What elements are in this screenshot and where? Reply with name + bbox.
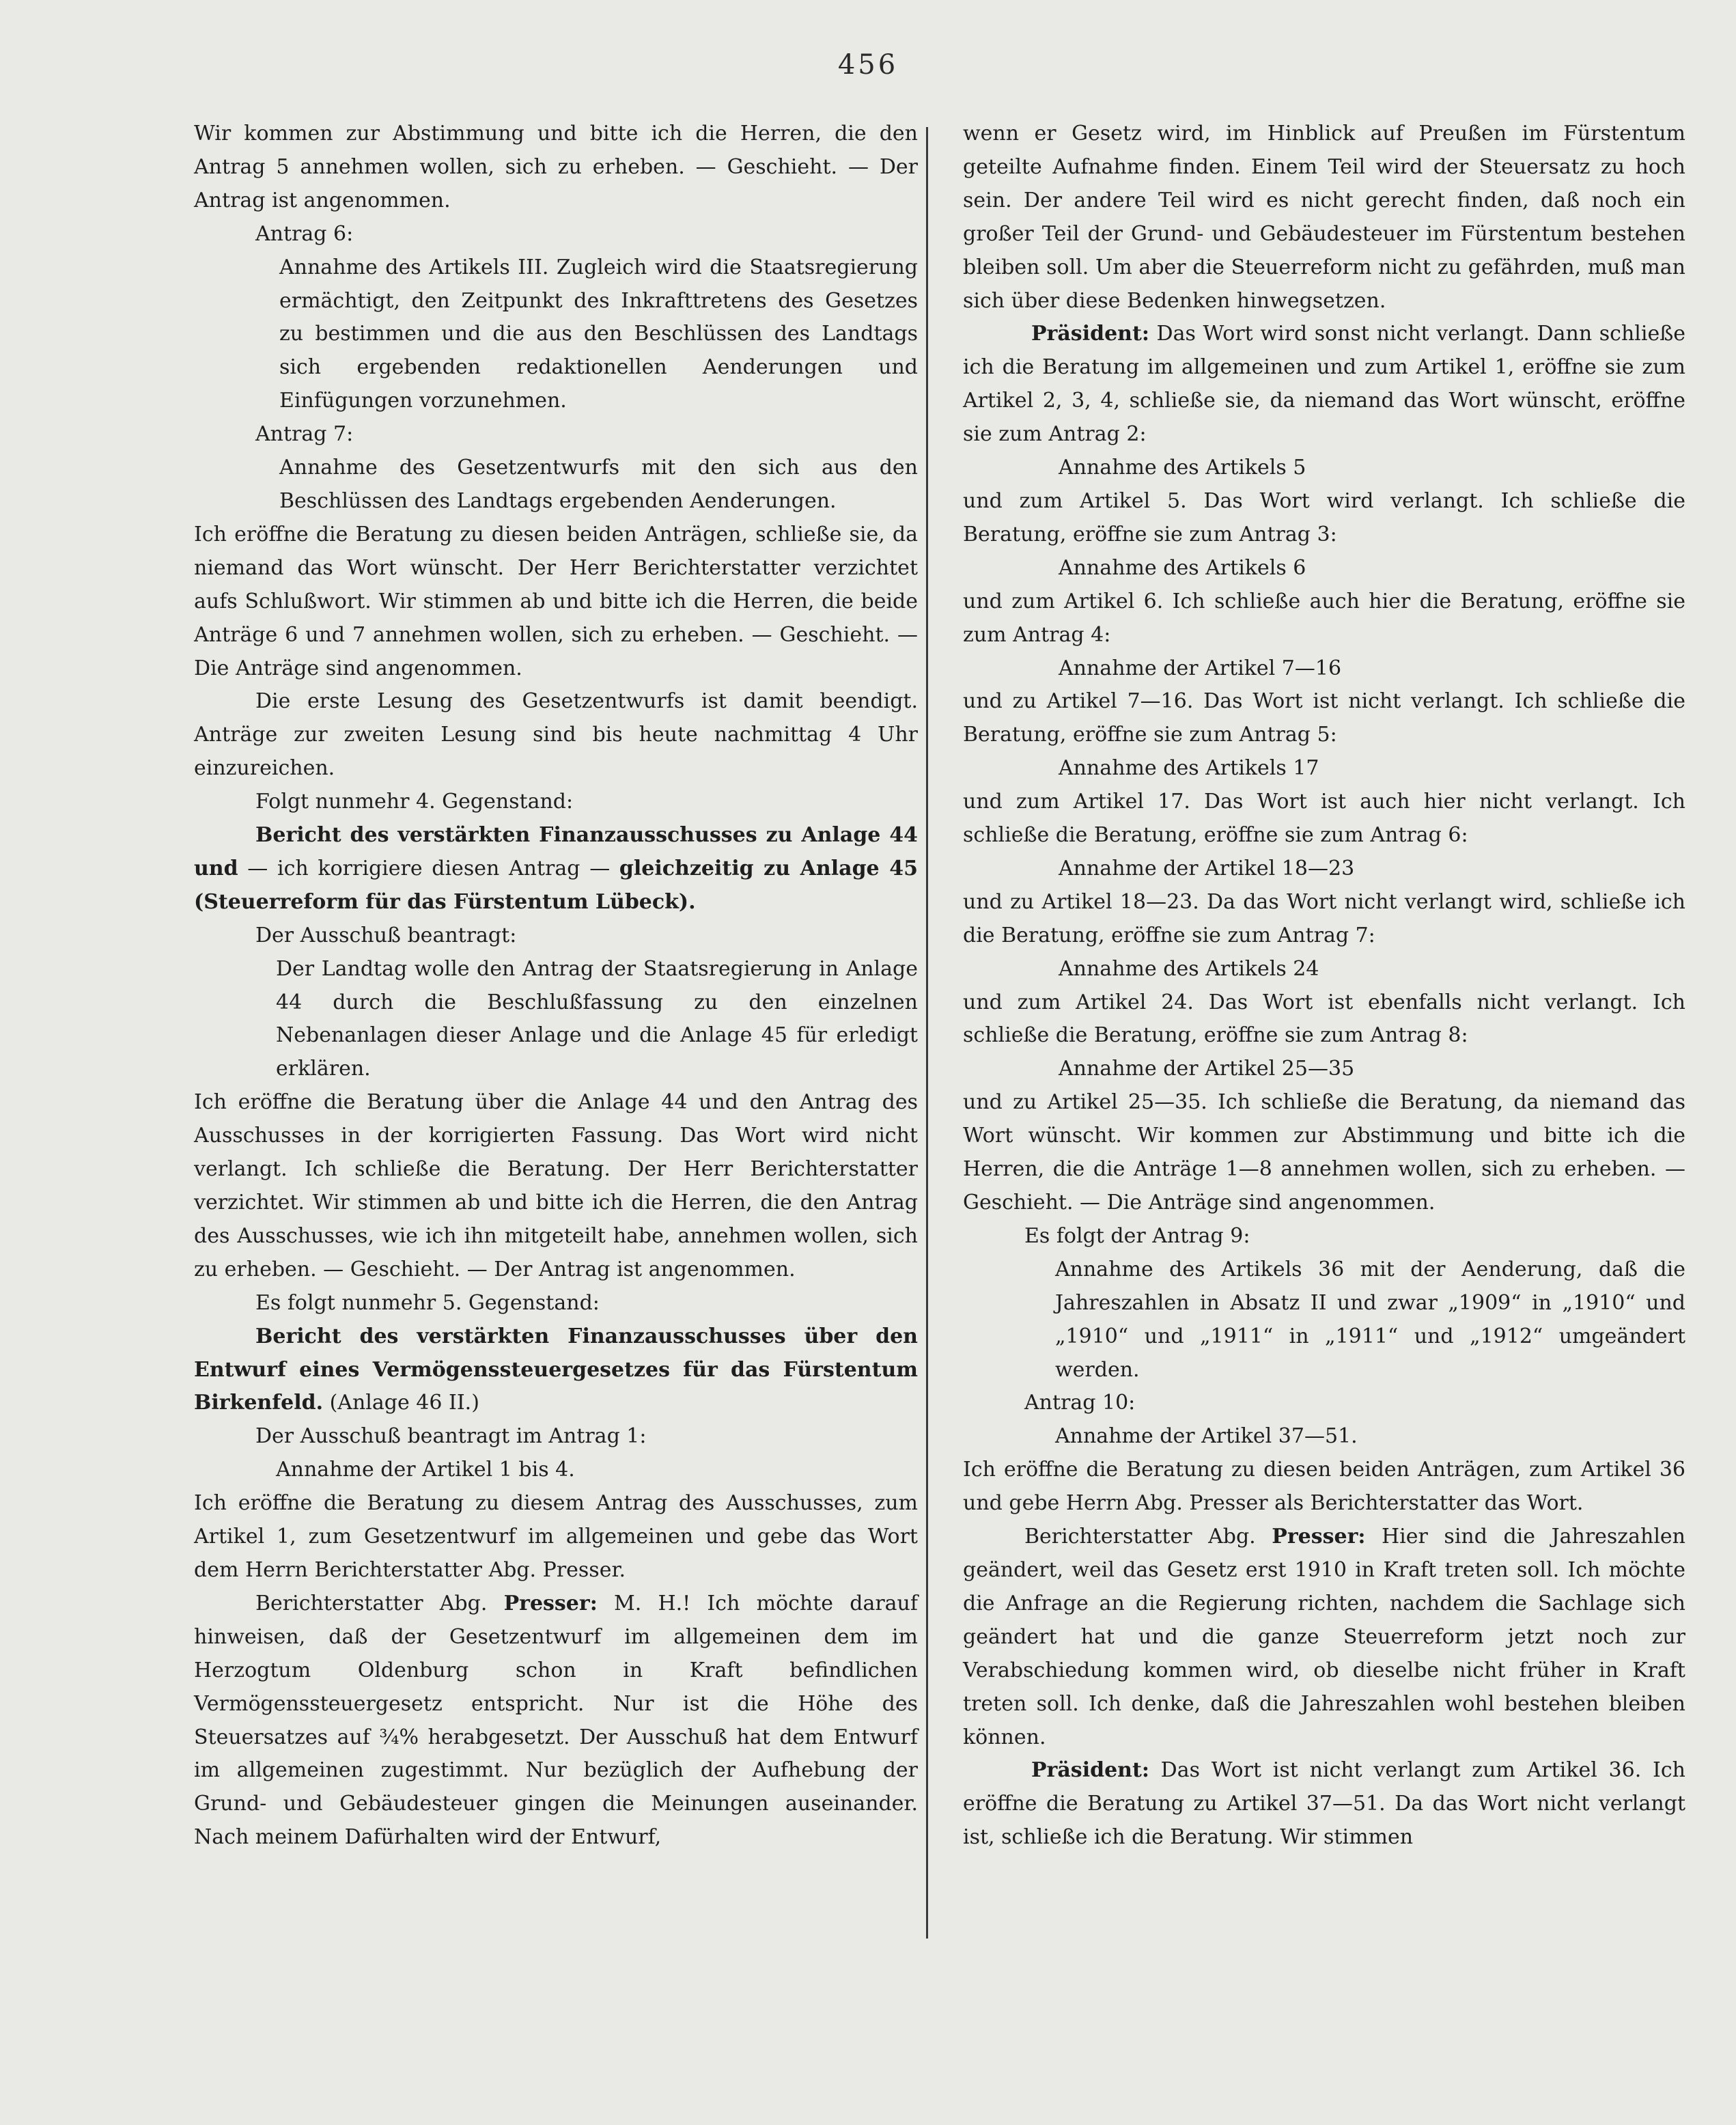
speaker-role: Berichterstatter Abg. (255, 1591, 504, 1615)
report-title-inline: — ich korrigiere diesen Antrag — (238, 856, 619, 880)
speaker-name: Presser: (1272, 1525, 1366, 1549)
motion-text: Annahme der Artikel 1 bis 4. (276, 1458, 575, 1482)
right-column (963, 117, 1685, 1855)
report-title (194, 819, 918, 919)
motion-heading: Es folgt der Antrag 9: (1024, 1223, 1250, 1248)
paragraph: und zu Artikel 7—16. Das Wort ist nicht verlangt. Ich schließe die Beratung, eröffne sie zum Antrag 5: (963, 689, 1685, 747)
paragraph: wenn er Gesetz wird, im Hinblick auf Preußen im Fürstentum geteilte Aufnahme finden. Einem Teil wird der Steuersatz zu hoch sein. Der andere Teil wird es nicht gerecht finden, daß noch ein großer Teil der Grund- und Gebäudesteuer im Fürstentum bestehen bleiben soll. Um aber die Steuerreform nicht zu gefährden, muß man sich über diese Bedenken hinwegsetzen. (963, 122, 1685, 313)
agenda-item: Es folgt nunmehr 5. Gegenstand: (255, 1290, 600, 1315)
paragraph: Wir kommen zur Abstimmung und bitte ich die Herren, die den Antrag 5 annehmen wollen, sich zu erheben. — Geschieht. — Der Antrag ist angenommen. (194, 122, 918, 212)
report-title-bold: Bericht des verstärkten Finanzausschusses zu Anlage 44 und (194, 823, 918, 880)
speech (963, 1520, 1685, 1754)
motion-text: Der Landtag wolle den Antrag der Staatsregierung in Anlage 44 durch die Beschlußfassung zu den einzelnen Nebenanlagen dieser Anlage und die Anlage 45 für erledigt erklären. (276, 956, 918, 1081)
paragraph: Ich eröffne die Beratung zu diesen beiden Anträgen, schließe sie, da niemand das Wort wünscht. Der Herr Berichterstatter verzichtet aufs Schlußwort. Wir stimmen ab und bitte ich die Herren, die beide Anträge 6 und 7 annehmen wollen, sich zu erheben. — Geschieht. — Die Anträge sind angenommen. (194, 522, 918, 680)
report-title-bold: Bericht des verstärkten Finanzausschusses über den Entwurf eines Vermögenssteuergesetzes für das Fürstentum Birkenfeld. (194, 1324, 918, 1415)
speech (194, 1587, 918, 1855)
speech-text: M. H.! Ich möchte darauf hinweisen, daß der Gesetzentwurf im allgemeinen dem im Herzogtum Oldenburg schon in Kraft befindlichen Vermögenssteuergesetz entspricht. Nur ist die Höhe des Steuersatzes auf ¾% herabgesetzt. Der Ausschuß hat dem Entwurf im allgemeinen zugestimmt. Nur bezüglich der Aufhebung der Grund- und Gebäudesteuer gingen die Meinungen auseinander. Nach meinem Dafürhalten wird der Entwurf, (194, 1591, 918, 1850)
motion-text: Annahme der Artikel 18—23 (1059, 856, 1355, 880)
speech-text: Hier sind die Jahreszahlen geändert, weil das Gesetz erst 1910 in Kraft treten soll. Ich möchte die Anfrage an die Regierung richten, nachdem die Sachlage sich geändert hat und die ganze Steuerreform jetzt noch zur Verabschiedung kommen wird, ob dieselbe nicht früher in Kraft treten soll. Ich denke, daß die Jahreszahlen wohl bestehen bleiben können. (963, 1525, 1685, 1749)
motion-heading: Antrag 7: (255, 422, 354, 447)
speaker-name: Präsident: (1031, 1758, 1149, 1783)
paragraph: und zu Artikel 25—35. Ich schließe die Beratung, da niemand das Wort wünscht. Wir kommen zur Abstimmung und bitte ich die Herren, die die Anträge 1—8 annehmen wollen, sich zu erheben. — Geschieht. — Die Anträge sind angenommen. (963, 1090, 1685, 1214)
paragraph: Der Ausschuß beantragt: (255, 923, 517, 947)
motion-text: Annahme des Artikels 5 (1059, 456, 1306, 480)
speech-text: Das Wort ist nicht verlangt zum Artikel 36. Ich eröffne die Beratung zu Artikel 37—51. Da das Wort nicht verlangt ist, schließe ich die Beratung. Wir stimmen (963, 1758, 1685, 1850)
paragraph: Die erste Lesung des Gesetzentwurfs ist damit beendigt. Anträge zur zweiten Lesung sind bis heute nachmittag 4 Uhr einzureichen. (194, 689, 918, 781)
motion-text: Annahme des Artikels III. Zugleich wird die Staatsregierung ermächtigt, den Zeitpunkt des Inkrafttretens des Gesetzes zu bestimmen und die aus den Beschlüssen des Landtags sich ergebenden redaktionellen Aenderungen und Einfügungen vorzunehmen. (279, 255, 918, 413)
paragraph: Ich eröffne die Beratung zu diesen beiden Anträgen, zum Artikel 36 und gebe Herrn Abg. Presser als Berichterstatter das Wort. (963, 1458, 1685, 1516)
page-number: 456 (837, 49, 899, 81)
paragraph: Ich eröffne die Beratung über die Anlage 44 und den Antrag des Ausschusses in der korrigierten Fassung. Das Wort wird nicht verlangt. Ich schließe die Beratung. Der Herr Berichterstatter verzichtet. Wir stimmen ab und bitte ich die Herren, die den Antrag des Ausschusses, wie ich ihn mitgeteilt habe, annehmen wollen, sich zu erheben. — Geschieht. — Der Antrag ist angenommen. (194, 1090, 918, 1281)
speaker-name: Präsident: (1031, 322, 1149, 346)
speech-text: Das Wort wird sonst nicht verlangt. Dann schließe ich die Beratung im allgemeinen und zum Artikel 1, eröffne sie zum Artikel 2, 3, 4, schließe sie, da niemand das Wort wünscht, eröffne sie zum Antrag 2: (963, 322, 1685, 447)
motion-text: Annahme des Artikels 17 (1059, 756, 1319, 781)
paragraph: und zum Artikel 17. Das Wort ist auch hier nicht verlangt. Ich schließe die Beratung, eröffne sie zum Antrag 6: (963, 790, 1685, 848)
motion-text: Annahme des Gesetzentwurfs mit den sich aus den Beschlüssen des Landtags ergebenden Aenderungen. (279, 456, 918, 513)
paragraph: und zu Artikel 18—23. Da das Wort nicht verlangt wird, schließe ich die Beratung, eröffne sie zum Antrag 7: (963, 889, 1685, 947)
column-divider (926, 127, 928, 1939)
speaker-name: Presser: (503, 1591, 598, 1615)
motion-heading: Antrag 10: (1024, 1391, 1136, 1415)
motion-heading: Antrag 6: (255, 221, 354, 246)
motion-text: Annahme des Artikels 6 (1059, 555, 1306, 580)
paragraph: Der Ausschuß beantragt im Antrag 1: (255, 1424, 647, 1449)
left-column (194, 117, 918, 1855)
report-title-inline: (Anlage 46 II.) (323, 1391, 479, 1415)
speaker-role: Berichterstatter Abg. (1024, 1525, 1272, 1549)
agenda-item: Folgt nunmehr 4. Gegenstand: (255, 790, 574, 814)
paragraph: und zum Artikel 5. Das Wort wird verlangt. Ich schließe die Beratung, eröffne sie zum Antrag 3: (963, 488, 1685, 546)
speech (963, 318, 1685, 452)
motion-text: Annahme des Artikels 36 mit der Aenderung, daß die Jahreszahlen in Absatz II und zwar „1909“ in „1910“ und „1910“ und „1911“ in „1911“ und „1912“ umgeändert werden. (1055, 1257, 1685, 1382)
paragraph: und zum Artikel 24. Das Wort ist ebenfalls nicht verlangt. Ich schließe die Beratung, eröffne sie zum Antrag 8: (963, 990, 1685, 1048)
motion-text: Annahme der Artikel 25—35 (1059, 1057, 1355, 1081)
report-title (194, 1320, 918, 1421)
motion-text: Annahme der Artikel 7—16 (1059, 656, 1342, 680)
motion-text: Annahme des Artikels 24 (1059, 956, 1319, 981)
motion-text: Annahme der Artikel 37—51. (1055, 1424, 1358, 1449)
paragraph: Ich eröffne die Beratung zu diesem Antrag des Ausschusses, zum Artikel 1, zum Gesetzentwurf im allgemeinen und gebe das Wort dem Herrn Berichterstatter Abg. Presser. (194, 1491, 918, 1582)
report-title-bold: gleichzeitig zu Anlage 45 (Steuerreform für das Fürstentum Lübeck). (194, 856, 918, 914)
speech (963, 1754, 1685, 1855)
paragraph: und zum Artikel 6. Ich schließe auch hier die Beratung, eröffne sie zum Antrag 4: (963, 589, 1685, 647)
